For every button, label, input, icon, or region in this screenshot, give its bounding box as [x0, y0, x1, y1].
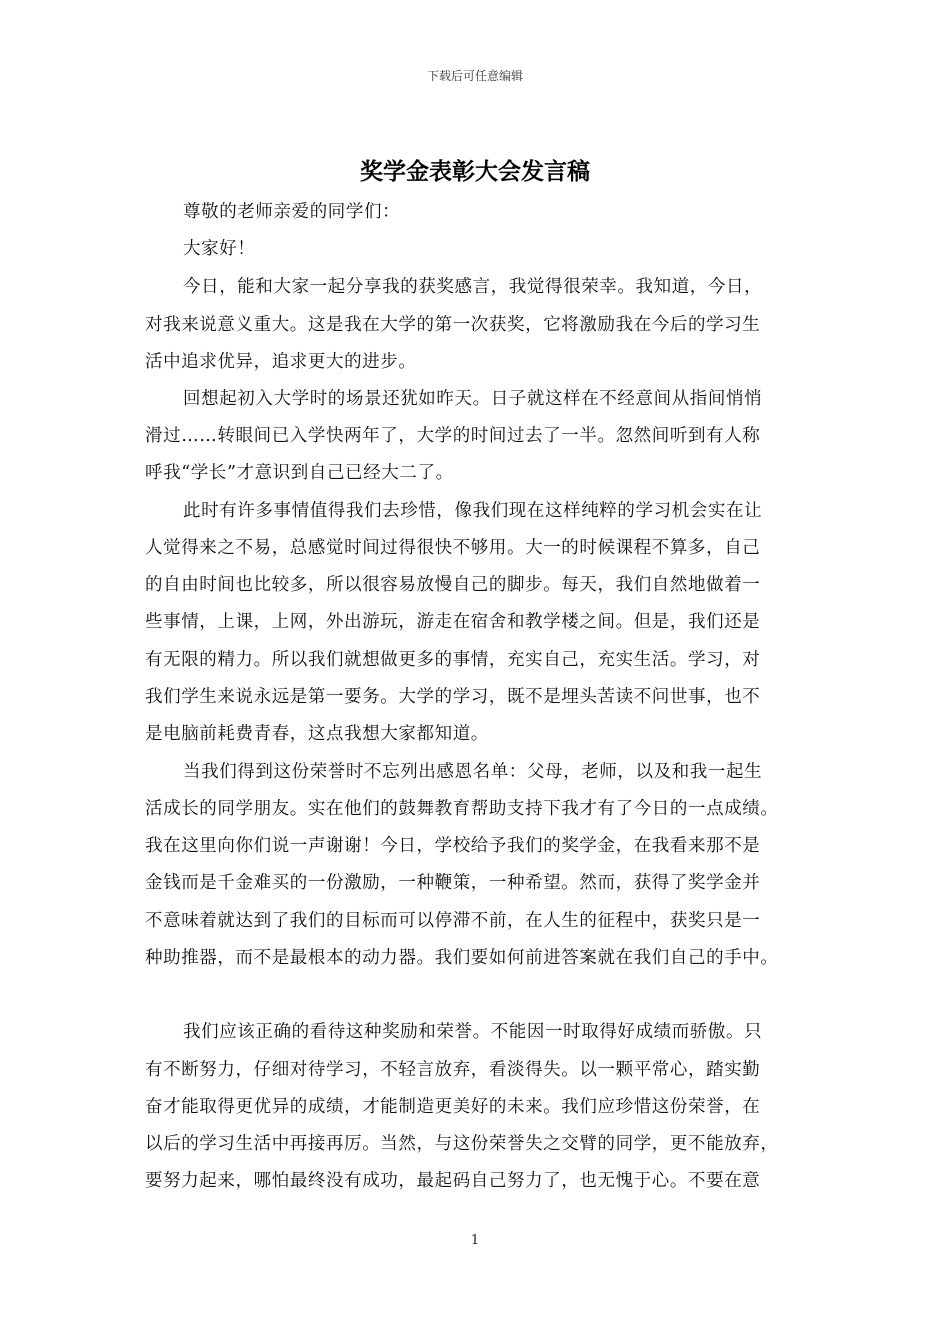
paragraph-1-line: 活中追求优异，追求更大的进步。	[145, 352, 417, 372]
paragraph-2-line: 呼我“学长”才意识到自己已经大二了。	[145, 463, 454, 483]
salutation: 尊敬的老师亲爱的同学们：	[183, 202, 401, 222]
paragraph-3-line: 些事情，上课，上网，外出游玩，游走在宿舍和教学楼之间。但是，我们还是	[145, 612, 761, 632]
paragraph-5-line: 以后的学习生活中再接再厉。当然，与这份荣誉失之交臂的同学，更不能放弃，	[145, 1134, 779, 1154]
paragraph-4-line: 金钱而是千金难买的一份激励，一种鞭策，一种希望。然而，获得了奖学金并	[145, 873, 761, 893]
paragraph-3-line: 此时有许多事情值得我们去珍惜，像我们现在这样纯粹的学习机会实在让	[183, 501, 763, 521]
paragraph-3-line: 我们学生来说永远是第一要务。大学的学习，既不是埋头苦读不问世事，也不	[145, 687, 761, 707]
paragraph-3-line: 人觉得来之不易，总感觉时间过得很快不够用。大一的时候课程不算多，自己	[145, 538, 761, 558]
paragraph-4-line: 种助推器，而不是最根本的动力器。我们要如何前进答案就在我们自己的手中。	[145, 948, 779, 968]
paragraph-4-line: 当我们得到这份荣誉时不忘列出感恩名单：父母，老师，以及和我一起生	[183, 762, 763, 782]
paragraph-2-line: 滑过……转眼间已入学快两年了，大学的时间过去了一半。忽然间听到有人称	[145, 426, 761, 446]
paragraph-3-line: 有无限的精力。所以我们就想做更多的事情，充实自己，充实生活。学习，对	[145, 650, 761, 670]
page-number: 1	[470, 1233, 480, 1248]
paragraph-4-line: 不意味着就达到了我们的目标而可以停滞不前，在人生的征程中，获奖只是一	[145, 911, 761, 931]
paragraph-4-line: 活成长的同学朋友。实在他们的鼓舞教育帮助支持下我才有了今日的一点成绩。	[145, 799, 779, 819]
paragraph-5-line: 要努力起来，哪怕最终没有成功，最起码自己努力了，也无愧于心。不要在意	[145, 1171, 761, 1191]
paragraph-3-line: 是电脑前耗费青春，这点我想大家都知道。	[145, 724, 489, 744]
paragraph-5-line: 奋才能取得更优异的成绩，才能制造更美好的未来。我们应珍惜这份荣誉，在	[145, 1097, 761, 1117]
paragraph-2-line: 回想起初入大学时的场景还犹如昨天。日子就这样在不经意间从指间悄悄	[183, 389, 763, 409]
paragraph-1-line: 今日，能和大家一起分享我的获奖感言，我觉得很荣幸。我知道，今日，	[183, 277, 763, 297]
page-header: 下载后可任意编辑	[426, 69, 523, 83]
document-title: 奖学金表彰大会发言稿	[360, 159, 590, 185]
paragraph-3-line: 的自由时间也比较多，所以很容易放慢自己的脚步。每天，我们自然地做着一	[145, 575, 761, 595]
paragraph-1-line: 对我来说意义重大。这是我在大学的第一次获奖，它将激励我在今后的学习生	[145, 315, 761, 335]
paragraph-5-line: 有不断努力，仔细对待学习，不轻言放弃，看淡得失。以一颗平常心，踏实勤	[145, 1060, 761, 1080]
paragraph-5-line: 我们应该正确的看待这种奖励和荣誉。不能因一时取得好成绩而骄傲。只	[183, 1022, 763, 1042]
paragraph-4-line: 我在这里向你们说一声谢谢！今日，学校给予我们的奖学金，在我看来那不是	[145, 836, 761, 856]
greeting: 大家好！	[183, 239, 256, 259]
